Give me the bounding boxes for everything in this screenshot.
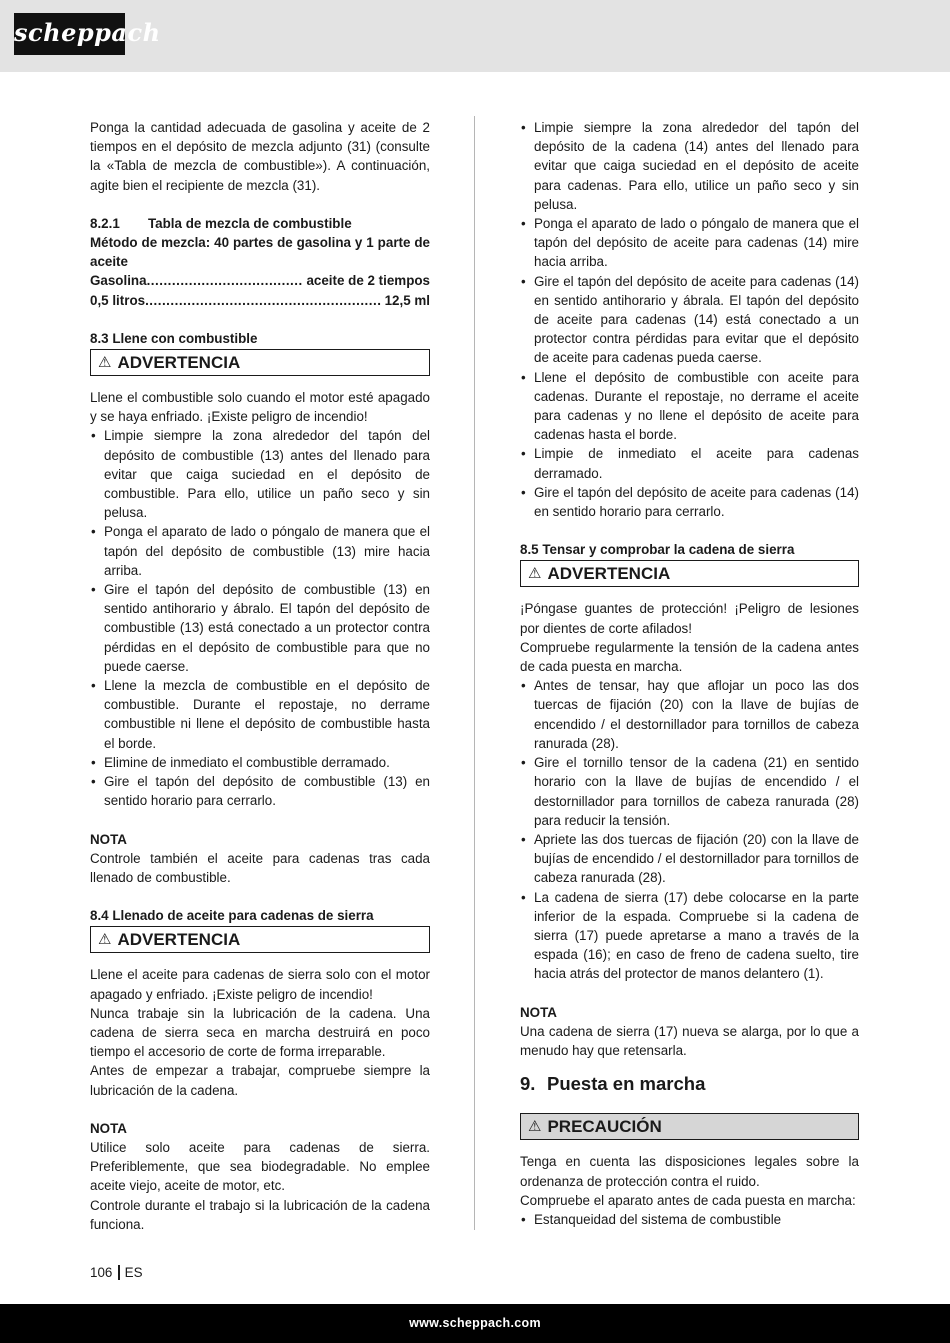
section-8-2-1-heading [90,214,430,233]
section-8-3-paragraph: Llene el combustible solo cuando el motor esté apagado y se haya enfriado. ¡Existe peligro de incendio! [90,390,430,425]
list-item: • Llene el depósito de combustible con aceite para cadenas. Durante el repostaje, no derrame el aceite para cadenas y no llene el depósito de aceite para cadenas hasta el borde. [520,368,859,445]
note-text: Utilice solo aceite para cadenas de sierra. Preferiblemente, que sea biodegradable. No emplee aceite viejo, aceite de motor, etc. [90,1139,430,1194]
section-8-4-paragraph: Llene el aceite para cadenas de sierra solo con el motor apagado y enfriado. ¡Existe peligro de incendio! [90,967,430,1002]
section-8-4-heading: 8.4 Llenado de aceite para cadenas de sierra [90,908,374,924]
warning-triangle-icon: ⚠ [98,931,112,949]
mix-row-label: 0,5 litros [90,292,146,308]
note-text: Controle también el aceite para cadenas tras cada llenado de combustible. [90,850,430,885]
list-item: • Llene la mezcla de combustible en el depósito de combustible. Durante el repostaje, no derrame combustible ni llene el depósito de combustible hasta el borde. [90,676,430,753]
section-9-paragraph: Compruebe el aparato antes de cada puesta en marcha: [520,1192,856,1208]
section-8-3-heading: 8.3 Llene con combustible [90,330,258,346]
warning-triangle-icon: ⚠ [98,353,112,371]
note-heading: NOTA [90,1120,127,1136]
warning-box [90,926,430,953]
section-8-5-paragraph: ¡Póngase guantes de protección! ¡Peligro de lesiones por dientes de corte afilados! [520,601,859,636]
warning-triangle-icon: ⚠ [528,1118,542,1136]
page-number [90,1265,143,1280]
page-number-value: 106 [90,1265,113,1280]
list-item: • La cadena de sierra (17) debe colocarse en la parte inferior de la espada. Compruebe si la cadena de sierra (17) puede apretarse a mano a través de la espada (16); en caso de freno de cadena suelto, tire hacia atrás del protector de manos delantero (1). [520,888,859,984]
caution-box [520,1113,859,1140]
website-url: www.scheppach.com [409,1316,541,1330]
note-text: Una cadena de sierra (17) nueva se alarga, por lo que a menudo hay que retensarla. [520,1023,859,1058]
note-heading: NOTA [520,1004,557,1020]
note-heading: NOTA [90,831,127,847]
leader-dots [147,271,304,290]
list-item: • Estanqueidad del sistema de combustible [520,1210,859,1229]
caution-label: PRECAUCIÓN [547,1117,662,1137]
chain-oil-bullets [520,118,859,521]
list-item: • Limpie siempre la zona alrededor del tapón del depósito de combustible (13) antes del llenado para evitar que caiga suciedad en el depósito de combustible. Para ello, utilice un paño seco y sin pelusa. [90,426,430,522]
list-item: • Gire el tapón del depósito de aceite para cadenas (14) en sentido antihorario y ábrala. El tapón del depósito de aceite para cadenas (14) está conectado a un protector contra pérdidas para evitar que el depósito de aceite para cadenas pueda caerse. [520,272,859,368]
section-8-5-heading: 8.5 Tensar y comprobar la cadena de sierra [520,542,795,558]
mix-row-value: 12,5 ml [384,292,430,308]
list-item: • Ponga el aparato de lado o póngalo de manera que el tapón del depósito de aceite para cadenas (14) mire hacia arriba. [520,214,859,272]
section-title: Tabla de mezcla de combustible [148,215,352,231]
mix-table-row [90,271,430,290]
list-item: • Limpie siempre la zona alrededor del tapón del depósito de la cadena (14) antes del llenado para evitar que caiga suciedad en el depósito de aceite para cadenas. Para ello, utilice un paño seco y sin pelusa. [520,118,859,214]
section-8-4-paragraph: Nunca trabaje sin la lubricación de la cadena. Una cadena de sierra seca en marcha destruirá en poco tiempo el accesorio de corte de forma irreparable. [90,1005,430,1060]
language-code: ES [124,1265,143,1280]
section-9-bullets [520,1210,859,1229]
list-item: • Gire el tapón del depósito de combustible (13) en sentido horario para cerrarlo. [90,772,430,810]
left-column [90,118,430,1234]
mixing-method: Método de mezcla: 40 partes de gasolina y 1 parte de aceite [90,235,430,270]
page-header [0,0,950,72]
list-item: • Ponga el aparato de lado o póngalo de manera que el tapón del depósito de combustible (13) mire hacia arriba. [90,522,430,580]
section-8-5-paragraph: Compruebe regularmente la tensión de la cadena antes de cada puesta en marcha. [520,639,859,675]
mix-table-row [90,291,430,310]
warning-triangle-icon: ⚠ [528,565,542,583]
right-column [520,118,859,1229]
mix-row-label: Gasolina [90,273,147,289]
list-item: • Gire el tornillo tensor de la cadena (21) en sentido horario con la llave de bujías de encendido / el destornillador para tornillos de cabeza ranurada (28) para reducir la tensión. [520,753,859,830]
page-number-separator [118,1265,119,1280]
warning-box [90,349,430,376]
list-item: • Antes de tensar, hay que aflojar un poco las dos tuercas de fijación (20) con la llave de bujías de encendido / el destornillador para tornillos de cabeza ranurada (28). [520,676,859,753]
section-8-5-bullets [520,676,859,983]
leader-dots [145,291,382,310]
list-item: • Gire el tapón del depósito de combustible (13) en sentido antihorario y ábralo. El tapón del depósito de combustible (13) está conectado a un protector contra pérdidas en el depósito de combustible para que no puede caerse. [90,580,430,676]
warning-label: ADVERTENCIA [117,930,241,950]
list-item: • Limpie de inmediato el aceite para cadenas derramado. [520,444,859,482]
list-item: • Apriete las dos tuercas de fijación (20) con la llave de bujías de encendido / el destornillador para tornillos de cabeza ranurada (28). [520,830,859,888]
section-9-heading [520,1074,859,1093]
list-item: • Gire el tapón del depósito de aceite para cadenas (14) en sentido horario para cerrarlo. [520,483,859,521]
section-8-4-paragraph: Antes de empezar a trabajar, compruebe siempre la lubricación de la cadena. [90,1063,430,1098]
section-title: Puesta en marcha [547,1073,706,1095]
section-9-paragraph: Tenga en cuenta las disposiciones legales sobre la ordenanza de protección contra el ruido. [520,1154,859,1189]
brand-logo: scheppach [14,13,125,55]
warning-label: ADVERTENCIA [117,352,241,372]
list-item: • Elimine de inmediato el combustible derramado. [90,753,430,772]
section-number: 8.2.1 [90,215,120,231]
mix-row-value: aceite de 2 tiempos [306,273,430,289]
warning-label: ADVERTENCIA [547,564,671,584]
page-footer [0,1304,950,1343]
warning-box [520,560,859,587]
note-text: Controle durante el trabajo si la lubricación de la cadena funciona. [90,1197,430,1232]
intro-paragraph: Ponga la cantidad adecuada de gasolina y aceite de 2 tiempos en el depósito de mezcla adjunto (31) (consulte la «Tabla de mezcla de combustible»). A continuación, agite bien el recipiente de mezcla (31). [90,120,430,193]
section-number: 9. [520,1073,536,1095]
column-divider [474,116,475,1230]
section-8-3-bullets [90,426,430,810]
